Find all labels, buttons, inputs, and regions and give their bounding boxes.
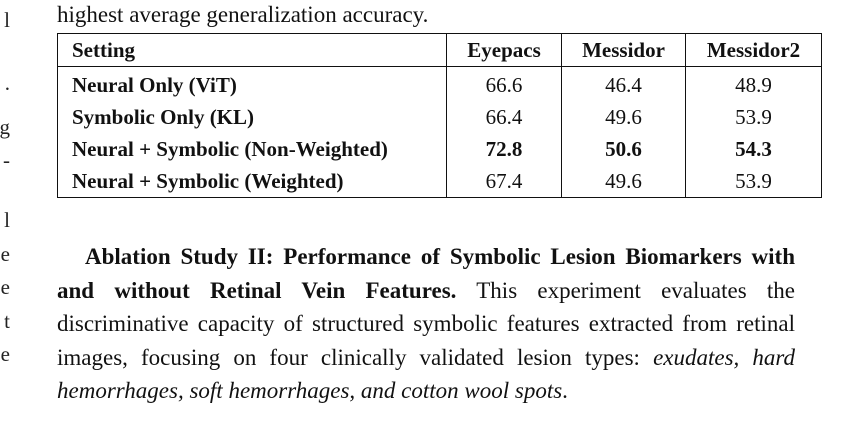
lesion-types: exudates, hard hemorrhages, soft hemorrhages, and cotton wool spots [57, 344, 795, 403]
cell-eyepacs-best: 72.8 [447, 133, 562, 165]
table-row [58, 165, 822, 198]
cell-eyepacs: 66.4 [447, 101, 562, 133]
cell-messidor-best: 50.6 [562, 133, 686, 165]
margin-mark: g [0, 115, 10, 139]
margin-mark: . [4, 71, 10, 95]
table-row [58, 101, 822, 133]
cell-messidor: 49.6 [562, 165, 686, 198]
margin-mark: - [3, 148, 10, 172]
cell-eyepacs: 66.6 [447, 67, 562, 102]
paragraph-body: This experiment evaluates the discriminative capacity of structured symbolic features extracted from retinal images, focusing on four clinically validated lesion types: [57, 277, 796, 370]
ablation-study-paragraph [57, 240, 795, 408]
paragraph-end: . [562, 378, 568, 403]
header-setting: Setting [58, 34, 447, 67]
cell-messidor: 49.6 [562, 101, 686, 133]
table-header-row [58, 34, 822, 67]
margin-mark: e [0, 242, 10, 266]
cell-messidor2: 48.9 [686, 67, 822, 102]
margin-mark: t [4, 309, 10, 333]
cell-eyepacs: 67.4 [447, 165, 562, 198]
row-setting: Neural + Symbolic (Non-Weighted) [72, 136, 388, 161]
cell-messidor2: 53.9 [686, 165, 822, 198]
row-setting: Symbolic Only (KL) [72, 104, 255, 129]
cell-messidor: 46.4 [562, 67, 686, 102]
margin-mark: l [4, 208, 10, 232]
ablation-results-table [57, 33, 822, 198]
intro-sentence: highest average generalization accuracy. [57, 2, 429, 27]
left-margin-column [0, 0, 12, 432]
header-messidor2: Messidor2 [686, 34, 822, 67]
cell-messidor2-best: 54.3 [686, 133, 822, 165]
cell-messidor2: 53.9 [686, 101, 822, 133]
margin-mark: e [0, 275, 10, 299]
row-setting: Neural Only (ViT) [72, 72, 237, 97]
margin-mark: e [0, 342, 10, 366]
row-setting: Neural + Symbolic (Weighted) [72, 168, 344, 193]
header-messidor: Messidor [562, 34, 686, 67]
table-row-best [58, 133, 822, 165]
paragraph-heading: Ablation Study II: Performance of Symbolic Lesion Biomarkers with and without Retinal Vein Features. [57, 244, 795, 303]
table-row [58, 67, 822, 102]
margin-mark: l [4, 8, 10, 32]
header-eyepacs: Eyepacs [447, 34, 562, 67]
